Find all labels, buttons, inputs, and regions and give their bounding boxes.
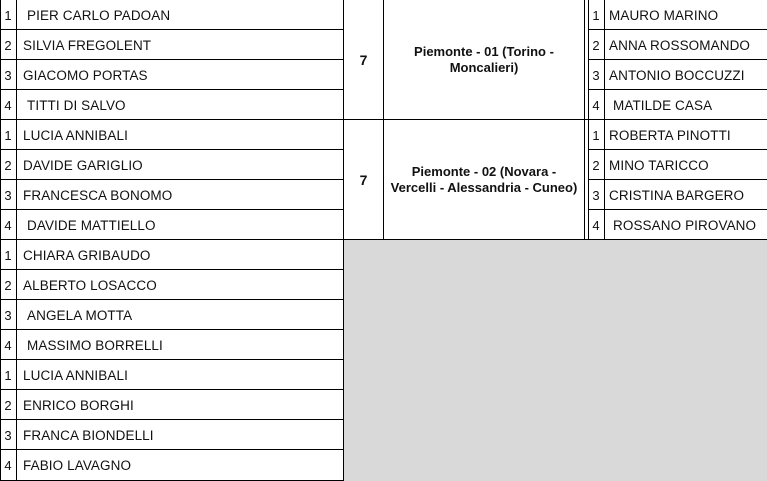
seats-count: 7 <box>359 172 368 188</box>
empty-shaded-area <box>344 240 767 481</box>
left-row-name: FABIO LAVAGNO <box>23 458 132 473</box>
row-divider <box>588 29 767 30</box>
right-row-number: 1 <box>592 127 600 143</box>
column-divider <box>588 0 589 240</box>
right-row-name: ROBERTA PINOTTI <box>609 127 731 143</box>
column-divider <box>584 0 585 240</box>
column-divider <box>383 0 384 240</box>
left-row-name: CHIARA GRIBAUDO <box>23 247 151 263</box>
right-row-number: 2 <box>592 157 600 173</box>
right-row-name: MINO TARICCO <box>609 157 709 173</box>
right-row-name: CRISTINA BARGERO <box>609 187 745 203</box>
left-row-number: 3 <box>4 427 12 443</box>
left-row-name: GIACOMO PORTAS <box>23 67 148 83</box>
left-row-name: FRANCESCA BONOMO <box>23 187 173 203</box>
row-divider <box>588 89 767 90</box>
left-row-number: 3 <box>4 307 12 323</box>
left-row-number: 2 <box>4 277 12 293</box>
seats-count: 7 <box>359 52 368 68</box>
left-row-number: 4 <box>4 337 12 353</box>
column-divider <box>16 0 17 481</box>
college-name: Piemonte - 02 (Novara - Vercelli - Alessandria - Cuneo) <box>390 163 578 195</box>
left-row-number: 1 <box>4 247 12 263</box>
left-row-name: SILVIA FREGOLENT <box>23 37 152 53</box>
right-row-number: 4 <box>592 97 600 113</box>
left-row-number: 1 <box>4 367 12 383</box>
left-row-number: 2 <box>4 157 12 173</box>
left-row-name: ENRICO BORGHI <box>23 397 134 413</box>
right-row-name: MATILDE CASA <box>613 97 713 113</box>
left-row-number: 2 <box>4 37 12 53</box>
row-divider <box>0 149 344 150</box>
left-row-name: DAVIDE MATTIELLO <box>27 217 156 233</box>
left-row-number: 4 <box>4 97 12 113</box>
left-row-number: 3 <box>4 67 12 83</box>
college-name: Piemonte - 01 (Torino - Moncalieri) <box>414 43 554 75</box>
row-divider <box>588 149 767 150</box>
left-row-number: 1 <box>4 127 12 143</box>
column-divider <box>604 0 605 240</box>
right-row-number: 4 <box>592 217 600 233</box>
row-divider <box>0 329 344 330</box>
column-divider <box>343 0 344 481</box>
row-divider <box>0 449 344 450</box>
row-divider <box>0 359 344 360</box>
row-divider <box>0 269 344 270</box>
left-row-name: MASSIMO BORRELLI <box>27 337 163 353</box>
left-row-name: FRANCA BIONDELLI <box>23 427 154 443</box>
row-divider <box>0 179 344 180</box>
row-divider <box>0 209 344 210</box>
left-row-number: 4 <box>4 458 12 473</box>
right-row-name: ANTONIO BOCCUZZI <box>609 67 745 83</box>
column-divider <box>0 0 1 481</box>
right-row-number: 3 <box>592 187 600 203</box>
row-divider <box>0 59 344 60</box>
left-row-number: 4 <box>4 217 12 233</box>
right-row-number: 3 <box>592 67 600 83</box>
left-row-number: 3 <box>4 187 12 203</box>
row-divider <box>588 59 767 60</box>
right-row-number: 1 <box>592 7 600 23</box>
right-row-number: 2 <box>592 37 600 53</box>
left-row-name: LUCIA ANNIBALI <box>23 127 128 143</box>
left-row-name: LUCIA ANNIBALI <box>23 367 128 383</box>
row-divider <box>0 419 344 420</box>
row-divider <box>588 209 767 210</box>
right-row-name: ANNA ROSSOMANDO <box>609 37 751 53</box>
left-row-number: 1 <box>4 7 12 23</box>
right-row-name: MAURO MARINO <box>609 7 719 23</box>
row-divider <box>588 179 767 180</box>
left-row-name: ANGELA MOTTA <box>27 307 133 323</box>
left-row-name: ALBERTO LOSACCO <box>23 277 157 293</box>
left-row-name: DAVIDE GARIGLIO <box>23 157 143 173</box>
row-divider <box>0 89 344 90</box>
left-row-number: 2 <box>4 397 12 413</box>
row-divider <box>0 29 344 30</box>
row-divider <box>0 299 344 300</box>
left-row-name: TITTI DI SALVO <box>27 97 126 113</box>
row-divider <box>0 389 344 390</box>
right-row-name: ROSSANO PIROVANO <box>613 217 757 233</box>
left-row-name: PIER CARLO PADOAN <box>27 7 171 23</box>
